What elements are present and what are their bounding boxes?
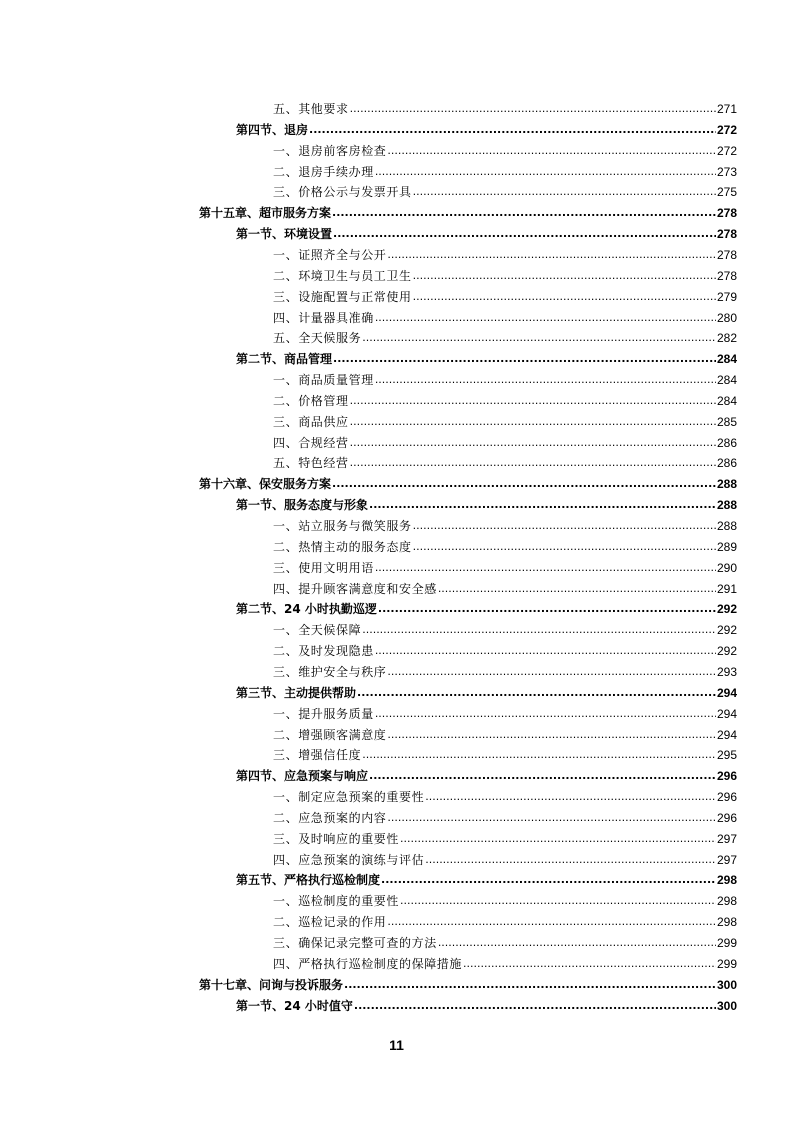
toc-subsection-entry[interactable] [273, 909, 737, 929]
toc-section-entry[interactable] [236, 596, 737, 616]
toc-dot-leader [438, 936, 716, 950]
toc-entry-title: 五、全天候服务 [273, 331, 362, 346]
toc-subsection-entry[interactable] [273, 638, 737, 658]
toc-dot-leader [375, 165, 716, 179]
toc-entry-page: 298 [716, 894, 737, 909]
toc-dot-leader [350, 415, 716, 429]
toc-entry-title: 二、巡检记录的作用 [273, 915, 387, 930]
toc-entry-title: 三、使用文明用语 [273, 560, 374, 575]
toc-subsection-entry[interactable] [273, 826, 737, 846]
toc-subsection-entry[interactable] [273, 284, 737, 304]
toc-entry-page: 284 [716, 373, 737, 388]
toc-dot-leader [375, 707, 716, 721]
toc-dot-leader [350, 102, 716, 116]
toc-subsection-entry[interactable] [273, 513, 737, 533]
toc-section-entry[interactable] [236, 867, 737, 887]
toc-entry-page: 279 [716, 289, 737, 304]
toc-entry-title: 三、价格公示与发票开具 [273, 185, 412, 200]
toc-dot-leader [425, 790, 716, 804]
toc-subsection-entry[interactable] [273, 242, 737, 262]
toc-subsection-entry[interactable] [273, 888, 737, 908]
toc-dot-leader [369, 769, 716, 783]
toc-dot-leader [344, 978, 716, 992]
toc-subsection-entry[interactable] [273, 409, 737, 429]
toc-entry-page: 282 [716, 331, 737, 346]
toc-entry-page: 296 [716, 769, 737, 784]
toc-dot-leader [375, 561, 716, 575]
toc-dot-leader [333, 227, 716, 241]
toc-subsection-entry[interactable] [273, 847, 737, 867]
toc-dot-leader [332, 206, 716, 220]
toc-entry-title: 一、商品质量管理 [273, 373, 374, 388]
toc-entry-page: 284 [716, 352, 737, 367]
toc-entry-title: 第一节、服务态度与形象 [236, 498, 369, 513]
toc-dot-leader [362, 748, 716, 762]
toc-entry-page: 299 [716, 956, 737, 971]
toc-section-entry[interactable] [236, 117, 737, 137]
toc-entry-title: 一、全天候保障 [273, 623, 362, 638]
toc-section-entry[interactable] [236, 763, 737, 783]
toc-entry-title: 二、及时发现隐患 [273, 644, 374, 659]
toc-dot-leader [413, 185, 716, 199]
toc-entry-page: 288 [716, 477, 737, 492]
toc-section-entry[interactable] [236, 492, 737, 512]
toc-dot-leader [413, 540, 716, 554]
toc-dot-leader [387, 665, 716, 679]
toc-dot-leader [375, 373, 716, 387]
toc-subsection-entry[interactable] [273, 576, 737, 596]
page-number: 11 [389, 1037, 404, 1053]
toc-dot-leader [375, 311, 716, 325]
toc-subsection-entry[interactable] [273, 179, 737, 199]
toc-entry-page: 297 [716, 831, 737, 846]
toc-entry-page: 288 [716, 498, 737, 513]
toc-dot-leader [350, 456, 716, 470]
toc-subsection-entry[interactable] [273, 430, 737, 450]
toc-entry-title: 二、环境卫生与员工卫生 [273, 268, 412, 283]
toc-subsection-entry[interactable] [273, 784, 737, 804]
toc-entry-title: 二、增强顾客满意度 [273, 727, 387, 742]
toc-dot-leader [350, 394, 716, 408]
toc-section-entry[interactable] [236, 993, 737, 1013]
toc-dot-leader [375, 644, 716, 658]
toc-entry-title: 四、计量器具准确 [273, 310, 374, 325]
toc-subsection-entry[interactable] [273, 742, 737, 762]
toc-entry-page: 292 [716, 602, 737, 617]
toc-subsection-entry[interactable] [273, 534, 737, 554]
toc-subsection-entry[interactable] [273, 450, 737, 470]
toc-chapter-entry[interactable] [199, 200, 737, 220]
toc-entry-page: 286 [716, 456, 737, 471]
toc-entry-page: 296 [716, 810, 737, 825]
toc-entry-page: 293 [716, 664, 737, 679]
toc-entry-page: 289 [716, 539, 737, 554]
toc-entry-title: 五、特色经营 [273, 456, 349, 471]
toc-entry-title: 第十五章、超市服务方案 [199, 206, 332, 221]
toc-entry-page: 278 [716, 227, 737, 242]
toc-entry-title: 二、应急预案的内容 [273, 810, 387, 825]
toc-dot-leader [362, 623, 716, 637]
toc-subsection-entry[interactable] [273, 388, 737, 408]
toc-subsection-entry[interactable] [273, 951, 737, 971]
toc-entry-page: 278 [716, 247, 737, 262]
toc-entry-page: 291 [716, 581, 737, 596]
toc-entry-title: 二、热情主动的服务态度 [273, 539, 412, 554]
toc-chapter-entry[interactable] [199, 471, 737, 491]
toc-dot-leader [381, 873, 716, 887]
toc-entry-title: 第十七章、问询与投诉服务 [199, 977, 344, 992]
toc-entry-title: 一、证照齐全与公开 [273, 247, 387, 262]
toc-entry-title: 一、退房前客房检查 [273, 143, 387, 158]
toc-entry-page: 298 [716, 915, 737, 930]
toc-entry-title: 二、价格管理 [273, 393, 349, 408]
toc-entry-title: 一、制定应急预案的重要性 [273, 790, 425, 805]
toc-entry-page: 285 [716, 414, 737, 429]
toc-entry-page: 292 [716, 644, 737, 659]
toc-entry-page: 284 [716, 393, 737, 408]
toc-dot-leader [400, 832, 716, 846]
toc-entry-page: 286 [716, 435, 737, 450]
toc-subsection-entry[interactable] [273, 617, 737, 637]
toc-dot-leader [438, 582, 716, 596]
toc-entry-page: 297 [716, 852, 737, 867]
toc-section-entry[interactable] [236, 346, 737, 366]
toc-entry-page: 294 [716, 706, 737, 721]
toc-entry-page: 300 [716, 977, 737, 992]
toc-subsection-entry[interactable] [273, 722, 737, 742]
toc-entry-title: 第一节、环境设置 [236, 227, 333, 242]
toc-dot-leader [362, 331, 716, 345]
toc-dot-leader [369, 498, 716, 512]
toc-entry-page: 299 [716, 936, 737, 950]
toc-entry-page: 296 [716, 790, 737, 805]
toc-dot-leader [413, 290, 716, 304]
toc-entry-title: 三、设施配置与正常使用 [273, 289, 412, 304]
toc-dot-leader [354, 999, 716, 1013]
toc-entry-page: 290 [716, 560, 737, 575]
toc-chapter-entry[interactable] [199, 972, 737, 992]
toc-entry-title: 一、提升服务质量 [273, 706, 374, 721]
toc-entry-page: 292 [716, 623, 737, 638]
toc-entry-title: 第二节、商品管理 [236, 352, 333, 367]
toc-entry-title: 第一节、24 小时值守 [236, 998, 353, 1013]
toc-entry-title: 三、商品供应 [273, 414, 349, 429]
toc-entry-title: 三、确保记录完整可查的方法 [273, 936, 437, 950]
toc-section-entry[interactable] [236, 680, 737, 700]
toc-entry-page: 271 [716, 102, 737, 116]
toc-entry-page: 300 [716, 998, 737, 1013]
toc-dot-leader [378, 602, 716, 616]
toc-entry-title: 二、退房手续办理 [273, 164, 374, 179]
toc-entry-title: 第四节、应急预案与响应 [236, 769, 369, 784]
toc-entry-page: 272 [716, 143, 737, 158]
toc-entry-page: 295 [716, 748, 737, 763]
toc-dot-leader [309, 123, 716, 137]
toc-subsection-entry[interactable] [273, 805, 737, 825]
toc-dot-leader [387, 811, 716, 825]
toc-dot-leader [425, 853, 716, 867]
toc-entry-title: 第四节、退房 [236, 122, 309, 137]
toc-subsection-entry[interactable] [273, 930, 737, 950]
toc-entry-title: 一、巡检制度的重要性 [273, 894, 400, 909]
toc-entry-title: 三、维护安全与秩序 [273, 664, 387, 679]
toc-entry-page: 288 [716, 519, 737, 533]
toc-dot-leader [400, 894, 716, 908]
toc-subsection-entry[interactable] [273, 263, 737, 283]
toc-subsection-entry[interactable] [273, 138, 737, 158]
toc-dot-leader [387, 144, 716, 158]
toc-entry-title: 四、应急预案的演练与评估 [273, 852, 425, 867]
toc-entry-page: 272 [716, 122, 737, 137]
toc-entry-page: 294 [716, 685, 737, 700]
toc-entry-page: 278 [716, 206, 737, 221]
toc-entry-title: 三、增强信任度 [273, 748, 362, 763]
toc-dot-leader [350, 436, 716, 450]
toc-entry-title: 第十六章、保安服务方案 [199, 477, 332, 492]
toc-section-entry[interactable] [236, 221, 737, 241]
toc-entry-page: 275 [716, 185, 737, 200]
toc-entry-page: 273 [716, 164, 737, 179]
toc-subsection-entry[interactable] [273, 96, 737, 116]
toc-entry-title: 第二节、24 小时执勤巡逻 [236, 602, 377, 617]
toc-subsection-entry[interactable] [273, 159, 737, 179]
toc-dot-leader [463, 957, 716, 971]
toc-entry-title: 第三节、主动提供帮助 [236, 685, 357, 700]
toc-subsection-entry[interactable] [273, 305, 737, 325]
toc-dot-leader [413, 269, 716, 283]
toc-dot-leader [387, 728, 716, 742]
toc-entry-title: 四、提升顾客满意度和安全感 [273, 581, 437, 596]
toc-entry-page: 278 [716, 268, 737, 283]
toc-dot-leader [387, 248, 716, 262]
toc-entry-title: 四、合规经营 [273, 435, 349, 450]
toc-entry-title: 四、严格执行巡检制度的保障措施 [273, 956, 463, 971]
toc-subsection-entry[interactable] [273, 701, 737, 721]
toc-subsection-entry[interactable] [273, 659, 737, 679]
toc-entry-title: 一、站立服务与微笑服务 [273, 519, 412, 533]
toc-subsection-entry[interactable] [273, 325, 737, 345]
toc-subsection-entry[interactable] [273, 555, 737, 575]
toc-entry-title: 五、其他要求 [273, 102, 349, 116]
toc-subsection-entry[interactable] [273, 367, 737, 387]
toc-dot-leader [387, 915, 716, 929]
toc-entry-page: 294 [716, 727, 737, 742]
toc-dot-leader [333, 352, 716, 366]
toc-entry-page: 298 [716, 873, 737, 888]
toc-dot-leader [357, 686, 716, 700]
toc-entry-title: 三、及时响应的重要性 [273, 831, 400, 846]
toc-dot-leader [413, 519, 716, 533]
toc-entry-title: 第五节、严格执行巡检制度 [236, 873, 381, 888]
toc-entry-page: 280 [716, 310, 737, 325]
toc-dot-leader [332, 477, 716, 491]
